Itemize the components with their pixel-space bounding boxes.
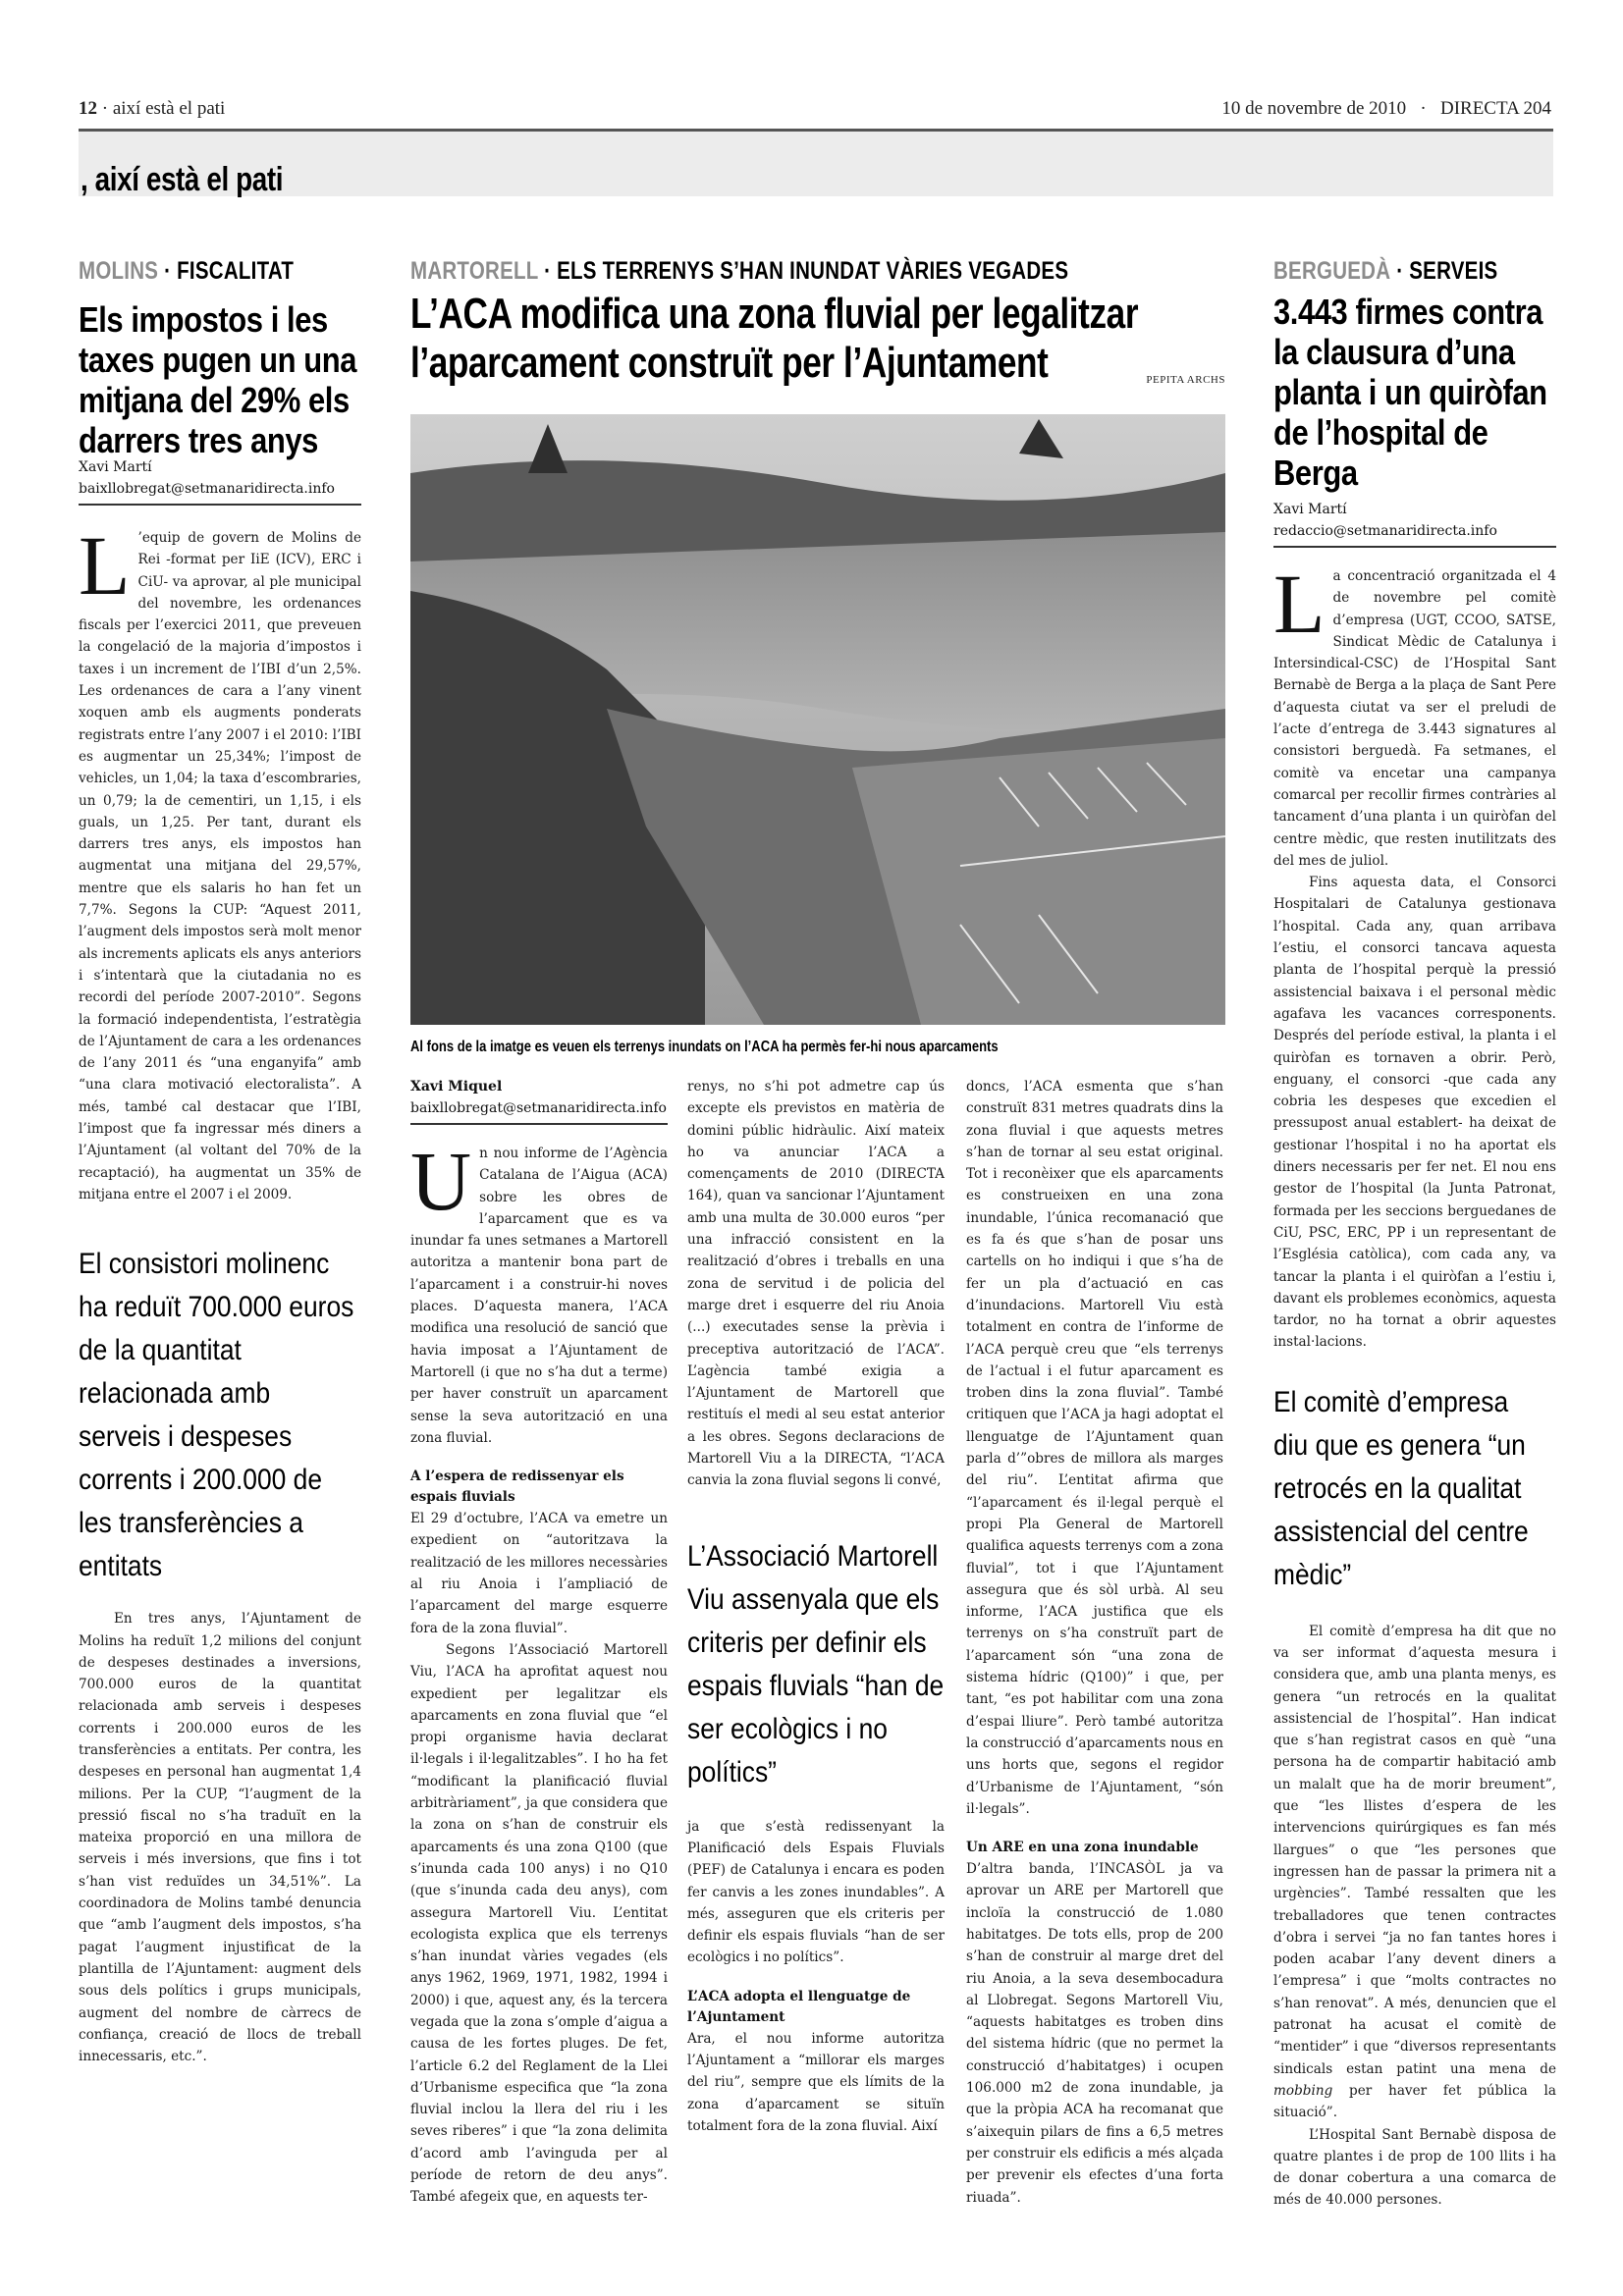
article-body	[410, 1134, 668, 1449]
author-email[interactable]: baixllobregat@setmanaridirecta.info	[410, 1100, 667, 1116]
running-header-left	[79, 98, 225, 120]
article-body-continued	[687, 2028, 945, 2137]
lead-paragraph: n nou informe de l’Agència Catalana de l’Aigua (ACA) sobre les obres de l’aparcament que es va inundar fa unes setmanes a Martorell autoritza a mantenir bona part de l’aparcament i a construir-hi noves places. D’aquesta manera, l’ACA modifica una resolució de sanció que havia imposat a l’Ajuntament de Martorell (i que no s’ha dut a terme) per haver construït un aparcament sense la seva autorització en una zona fluvial.	[410, 1146, 668, 1446]
article-body-continued	[410, 1508, 668, 2209]
subheading: L’ACA adopta el llenguatge de l’Ajuntament	[687, 1988, 911, 2025]
header-separator: ·	[101, 98, 109, 119]
photo-credit: PEPITA ARCHS	[1146, 374, 1225, 386]
pullquote: L’Associació Martorell Viu assenyala que els criteris per definir els espais fluvials “han de ser ecològics i no polítics”	[687, 1539, 945, 1789]
paragraph-text: El comitè d’empresa ha dit que no va ser informat d’aquesta mesura i considera que, amb una planta menys, es genera “un retrocés en la qualitat assistencial de l’hospital”. Han indicat que s’han registrat casos en què “una persona ha de compartir habitació amb un malalt que ha de morir breument”, que “les llistes d’espera de les intervencions quirúrgiques es fan més llargues” o que “les persones que ingressen han de passar la primera nit a urgències”. També ressalten que les treballadores que tenen contractes d’obra i servei “ja no fan tantes hores i poden acabar l’any devent diners a l’empresa” i que “molts contractes no s’han renovat”. A més, denuncien que el patronat ha acusat el comitè de “mentider” i que “diversos representants sindicals estan patint una mena de	[1273, 1623, 1556, 2077]
byline-rule	[410, 1123, 668, 1125]
article-body	[1273, 557, 1556, 1354]
headline-line-1: L’ACA modifica una zona fluvial per legalitzar	[410, 290, 1139, 338]
article-molins	[79, 257, 361, 2067]
author-name: Xavi Martí	[1273, 502, 1347, 517]
kicker-place: MOLINS	[79, 257, 159, 285]
martorell-column-1	[410, 1076, 668, 2209]
section-band	[79, 132, 1553, 196]
article-bergueda	[1273, 257, 1556, 2212]
author-email[interactable]: redaccio@setmanaridirecta.info	[1273, 523, 1497, 539]
running-section-name: així està el pati	[112, 98, 226, 119]
kicker-place: BERGUEDÀ	[1273, 257, 1391, 285]
pullquote: El consistori molinenc ha reduït 700.000 euros de la quantitat relacionada amb serveis i despeses corrents i 200.000 de les transferències a entitats	[79, 1248, 354, 1583]
headline	[410, 290, 1227, 388]
article-body-continued	[687, 1816, 945, 1969]
kicker-separator: ·	[158, 257, 178, 285]
paragraph: D’altra banda, l’INCASÒL ja va aprovar un ARE per Martorell que incloïa la construcció de 1.080 habitatges. De tots ells, prop de 200 s’han de construir al marge dret del riu Anoia, a la seva desembocadura al Llobregat. Segons Martorell Viu, “aquests habitatges es troben dins del sistema hídric (que no permet la construcció d’habitatges) i ocupen 106.000 m2 de zona inundable, ja que la pròpia ACA ha recomanat que s’aixequin pilars de fins a 6,5 metres per construir els edificis a més alçada per prevenir els efectes d’una forta riuada”.	[966, 1861, 1223, 2206]
paragraph: Ara, el nou informe autoritza l’Ajuntament a “millorar els marges del riu”, sempre que els límits de la zona d’aparcament se situïn totalment fora de la zona fluvial. Així	[687, 2030, 945, 2134]
kicker-place: MARTORELL	[410, 257, 539, 285]
byline	[410, 1076, 668, 1119]
header-dot: ·	[1420, 98, 1427, 119]
kicker-topic: FISCALITAT	[177, 257, 295, 285]
martorell-column-2	[687, 1076, 945, 2137]
paragraph: renys, no s’hi pot admetre cap ús excepte els previstos en matèria de domini públic hidràulic. Així mateix ho va anunciar l’ACA a començaments de 2010 (DIRECTA 164), quan va sancionar l’Ajuntament amb una multa de 30.000 euros “per una infracció consistent en la realització d’obres i treballs en una zona de servitud i de policia del marge dret i esquerre del riu Anoia (...) executades sense la prèvia i preceptiva autorització de l’ACA”. L’agència també exigia a l’Ajuntament de Martorell que restituís el medi al seu estat anterior a les obres. Segons declaracions de Martorell Viu a la DIRECTA, “l’ACA canvia la zona fluvial segons li convé,	[687, 1079, 945, 1489]
article-body	[687, 1076, 945, 1492]
byline-rule	[79, 504, 361, 506]
article-martorell	[410, 257, 1225, 386]
article-body-continued	[79, 1608, 361, 2067]
byline	[79, 456, 361, 500]
dropcap: L	[79, 518, 131, 613]
dropcap: U	[410, 1134, 472, 1228]
author-email[interactable]: baixllobregat@setmanaridirecta.info	[79, 481, 335, 497]
byline	[1273, 499, 1556, 542]
kicker-separator: ·	[1390, 257, 1410, 285]
kicker-topic: SERVEIS	[1409, 257, 1498, 285]
paragraph: Fins aquesta data, el Consorci Hospitalari de Catalunya gestionava l’hospital. Cada any, quan arribava l’estiu, el consorci tancava aquesta planta de l’hospital perquè la pressió assistencial baixava i el personal mèdic agafava les vacances corresponents. Després del període estival, la planta i el quiròfan es tornaven a obrir. Però, enguany, el consorci -que cada any cobria les despeses que excedien el pressupost anual establert- ha deixat de gestionar l’hospital i no ha aportat els diners necessaris per fer net. El nou ens gestor de l’hospital (la Junta Patronat, formada per les seccions berguedanes de CiU, PSC, ERC, PP i un representant de l’Església catòlica), com cada any, va tancar la planta i el quiròfan a l’estiu i, davant els problemes econòmics, aquesta tardor, no ha tornat a obrir aquestes instal·lacions.	[1273, 875, 1556, 1351]
section-title: , així està el pati	[81, 161, 284, 198]
kicker	[410, 257, 1079, 286]
article-body	[966, 1076, 1223, 1820]
page-number: 12	[79, 98, 97, 119]
article-body-continued	[1273, 1621, 1556, 2212]
paragraph: El 29 d’octubre, l’ACA va emetre un expedient on “autoritzava la realització de les millores necessàries al riu Anoia i l’ampliació de l’aparcament del marge esquerre fora de la zona fluvial”.	[410, 1511, 668, 1636]
photo-caption: Al fons de la imatge es veuen els terrenys inundats on l’ACA ha permès fer-hi nous aparcaments	[410, 1039, 999, 1055]
paragraph-text: per haver fet pública la situació”.	[1273, 2082, 1556, 2121]
article-body-continued	[966, 1858, 1223, 2209]
article-body	[79, 518, 361, 1205]
flood-photo-illustration	[410, 414, 1225, 1025]
subheading: A l’espera de redissenyar els espais fluvials	[410, 1468, 624, 1506]
paragraph: En tres anys, l’Ajuntament de Molins ha reduït 1,2 milions del conjunt de despeses destinades a inversions, 700.000 euros de la quantitat relacionada amb serveis i despeses corrents i 200.000 euros de les transferències a entitats. Per contra, les despeses en personal han augmentat 1,4 milions. Per la CUP, “l’augment de la pressió fiscal no s’ha traduït en la mateixa proporció en una millora de serveis i més inversions, que fins i tot s’han vist reduïdes un 34,51%”. La coordinadora de Molins també denuncia que “amb l’augment dels impostos, s’ha pagat l’augment injustificat de la plantilla de l’Ajuntament: augment dels sous dels polítics i grups municipals, augment del nombre de càrrecs de confiança, creació de llocs de treball innecessaris, etc.”.	[79, 1611, 361, 2065]
byline-rule	[1273, 546, 1556, 548]
kicker-topic: ELS TERRENYS S’HAN INUNDAT VÀRIES VEGADES	[557, 257, 1069, 285]
article-photo	[410, 414, 1225, 1025]
headline-line-2: l’aparcament construït per l’Ajuntament	[410, 339, 1049, 387]
author-name: Xavi Miquel	[410, 1079, 503, 1095]
dropcap: L	[1273, 557, 1325, 651]
headline: 3.443 firmes contra la clausura d’una planta i un quiròfan de l’hospital de Berga	[1273, 292, 1547, 493]
paragraph	[1273, 1621, 1556, 2124]
issue-number: DIRECTA 204	[1439, 98, 1551, 119]
kicker	[79, 257, 310, 286]
issue-date: 10 de novembre de 2010	[1221, 98, 1407, 119]
paragraph: Segons l’Associació Martorell Viu, l’ACA ha aprofitat aquest nou expedient per legalitzar els aparcaments en zona fluvial que “el propi organisme havia declarat il·legals i il·legalitzables”. I ho ha fet “modificant la planificació fluvial arbitràriament”, ja que considera que la zona on s’han de construir els aparcaments és una zona Q100 (que s’inunda cada 100 anys) i no Q10 (que s’inunda cada deu anys), com assegura Martorell Viu. L’entitat ecologista explica que els terrenys s’han inundat vàries vegades (els anys 1962, 1969, 1971, 1982, 1994 i 2000) i que, aquest any, és la tercera vegada que la zona s’omple d’aigua a causa de les fortes pluges. De fet, l’article 6.2 del Reglament de la Llei d’Urbanisme especifica que “la zona fluvial inclou la llera del riu i les seves riberes” i que “la zona delimita d’acord amb l’avinguda per al període de retorn de deu anys”. També afegeix que, en aquests ter-	[410, 1641, 668, 2206]
paragraph: ja que s’està redissenyant la Planificació dels Espais Fluvials (PEF) de Catalunya i encara es poden fer canvis a les zones inundables”. A més, asseguren que els criteris per definir els espais fluvials “han de ser ecològics i no polítics”.	[687, 1818, 945, 1966]
lead-paragraph: ’equip de govern de Molins de Rei -format per IiE (ICV), ERC i CiU- va aprovar, al ple municipal del novembre, les ordenances fiscals per l’exercici 2011, que preveuen la congelació de la majoria d’impostos i taxes i un increment de l’IBI d’un 2,5%. Les ordenances de cara a l’any vinent xoquen amb els augments ponderats registrats entre l’any 2007 i el 2010: l’IBI es augmentar un 25,34%; l’impost de vehicles, un 1,04; la taxa d’escombraries, un 0,79; la de cementiri, un 1,15, i els guals, un 1,25. Per tant, durant els darrers tres anys, els impostos han augmentat una mitjana del 29,57%, mentre que els salaris ho han fet un 7,7%. Segons la CUP: “Aquest 2011, l’augment dels impostos serà molt menor als increments aplicats els anys anteriors i s’intentarà que la ciutadania no es recordi del període 2007-2010”. Segons la formació independentista, l’estratègia de l’Ajuntament de cara a les ordenances de l’any 2011 és “una enganyifa” amb “una clara motivació electoralista”. A més, també cal destacar que l’IBI, l’impost que fa ingressar més diners a l’Ajuntament (al voltant del 70% de la recaptació), ha augmentat un 35% de mitjana entre el 2007 i el 2009.	[79, 530, 361, 1202]
running-header-right	[1221, 98, 1551, 120]
subheading: Un ARE en una zona inundable	[966, 1840, 1199, 1856]
kicker	[1273, 257, 1505, 286]
martorell-column-3	[966, 1076, 1223, 2209]
headline: Els impostos i les taxes pugen un una mitjana del 29% els darrers tres anys	[79, 299, 356, 460]
lead-paragraph: a concentració organitzada el 4 de novembre pel comitè d’empresa (UGT, CCOO, SATSE, Sindicat Mèdic de Catalunya i Intersindical-CSC) de l’Hospital Sant Bernabè de Berga a la plaça de Sant Pere d’aquesta ciutat va ser el preludi de l’acte d’entrega de 3.443 signatures al consistori berguedà. Fa setmanes, el comitè va encetar una campanya comarcal per recollir firmes contràries al tancament d’una planta i un quiròfan del centre mèdic, que resten inutilitzats des del mes de juliol.	[1273, 568, 1556, 869]
pullquote: El comitè d’empresa diu que es genera “un retrocés en la qualitat assistencial del centre mèdic”	[1273, 1385, 1529, 1591]
paragraph: L’Hospital Sant Bernabè disposa de quatre plantes i de prop de 100 llits i ha de donar cobertura a una comarca de més de 40.000 persones.	[1273, 2126, 1556, 2209]
author-name: Xavi Martí	[79, 459, 152, 475]
running-header	[79, 98, 1551, 122]
emphasis-term: mobbing	[1273, 2082, 1333, 2099]
paragraph: doncs, l’ACA esmenta que s’han construït 831 metres quadrats dins la zona fluvial i que aquests metres s’han de tornar al seu estat original. Tot i reconèixer que els aparcaments es construeixen en una zona inundable, l’única recomanació que es fa és que s’han de posar uns cartells on ho indiqui i que s’ha de fer un pla d’actuació en cas d’inundacions. Martorell Viu està totalment en contra de l’informe de l’ACA perquè creu que “els terrenys de l’actual i el futur aparcament es troben dins la zona fluvial”. També critiquen que l’ACA ja hagi adoptat el llenguatge de l’Ajuntament quan parla d’”obres de millora als marges del riu”. L’entitat afirma que “l’aparcament és il·legal perquè el propi Pla General de Martorell qualifica aquests terrenys com a zona fluvial”, tot i que l’Ajuntament assegura que és sòl urbà. Al seu informe, l’ACA justifica que els terrenys on s’ha construït part de l’aparcament són “una zona de sistema hídric (Q100)” i que, per tant, “es pot habilitar com una zona d’espai lliure”. Però també autoritza la construcció d’aparcaments nous en uns horts que, segons el regidor d’Urbanisme de l’Ajuntament, “són il·legals”.	[966, 1079, 1223, 1817]
kicker-separator: ·	[538, 257, 558, 285]
